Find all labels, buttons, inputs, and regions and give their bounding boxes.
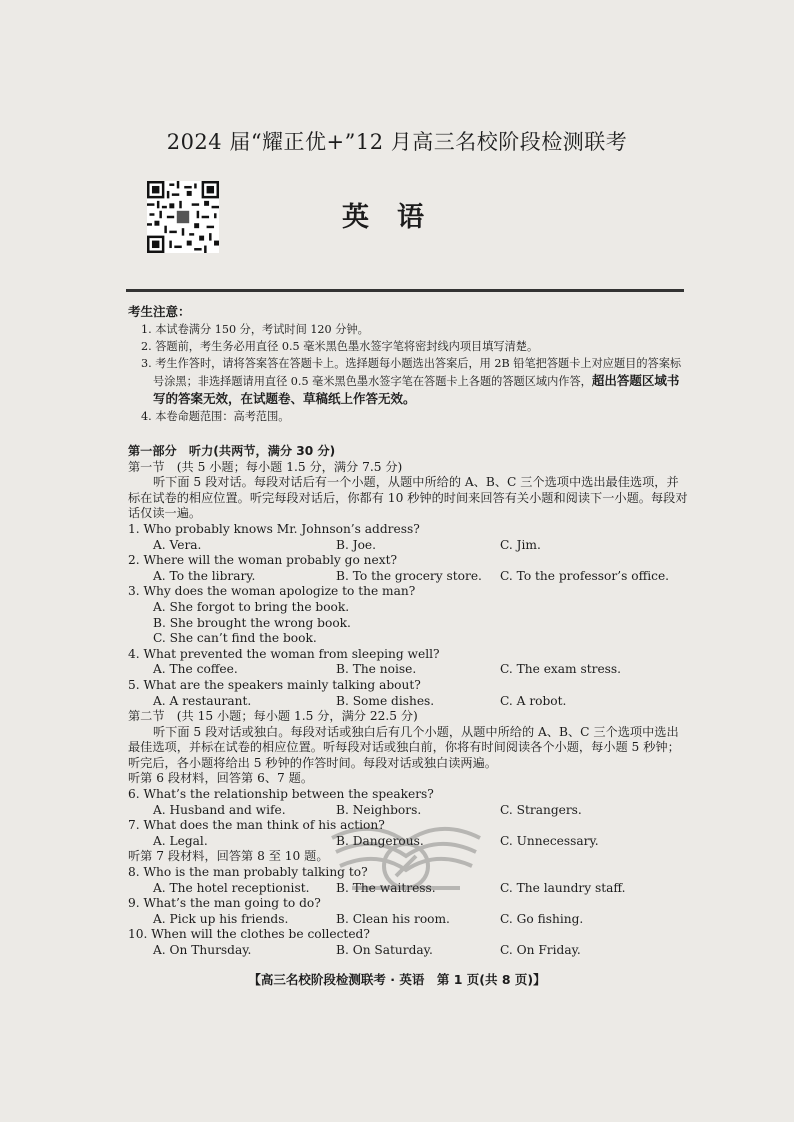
option-c: C. The laundry staff. bbox=[500, 880, 626, 895]
option-c: C. Unnecessary. bbox=[500, 833, 599, 848]
option-a: A. Vera. bbox=[153, 537, 202, 552]
option-b: B. Neighbors. bbox=[336, 802, 422, 817]
page-footer: 【高三名校阶段检测联考 · 英语 第 1 页(共 8 页)】 bbox=[248, 972, 546, 987]
option-a: A. Pick up his friends. bbox=[153, 911, 289, 926]
option-b: B. The noise. bbox=[336, 662, 417, 677]
section-instructions: 听下面 5 段对话或独白。每段对话或独白后有几个小题，从题中所给的 A、B、C 三个选项中选出最佳选项，并标在试卷的相应位置。听每段对话或独白前，你将有时间阅读各个小题，每小题 5 秒钟；听完后，各小题将给出 5 秒钟的作答时间。每段对话或独白读两遍。 bbox=[128, 724, 680, 770]
book-watermark-icon bbox=[322, 808, 490, 904]
question-stem: 2. Where will the woman probably go next? bbox=[128, 553, 398, 568]
candidate-notice bbox=[128, 302, 688, 425]
option-c: C. To the professor’s office. bbox=[500, 568, 670, 583]
notice-item: 1. 本试卷满分 150 分，考试时间 120 分钟。 bbox=[141, 323, 369, 336]
notice-heading: 考生注意： bbox=[128, 304, 191, 319]
option-b: B. To the grocery store. bbox=[336, 568, 482, 583]
option-a: A. On Thursday. bbox=[153, 943, 252, 957]
section-instructions: 听下面 5 段对话。每段对话后有一个小题，从题中所给的 A、B、C 三个选项中选出最佳选项，并标在试卷的相应位置。听完每段对话后，你都有 10 秒钟的时间来回答有关小题和阅读下一小题。每段对话仅读一遍。 bbox=[128, 475, 688, 521]
question-options bbox=[128, 569, 688, 585]
option-b: B. Joe. bbox=[336, 537, 377, 552]
question-options bbox=[128, 694, 688, 710]
material-note: 听第 7 段材料，回答第 8 至 10 题。 bbox=[128, 849, 329, 864]
question-stem: 3. Why does the woman apologize to the man? bbox=[128, 584, 416, 599]
option-a: A. The hotel receptionist. bbox=[153, 880, 310, 895]
notice-item: 2. 答题前，考生务必用直径 0.5 毫米黑色墨水签字笔将密封线内项目填写清楚。 bbox=[141, 340, 539, 353]
question-stem: 9. What’s the man going to do? bbox=[128, 896, 321, 911]
question-options bbox=[128, 538, 688, 554]
question-options bbox=[128, 943, 688, 959]
option-b: B. The waitress. bbox=[336, 880, 436, 895]
question-options bbox=[128, 662, 688, 678]
option-b: B. She brought the wrong book. bbox=[153, 615, 351, 630]
question-stem: 8. Who is the man probably talking to? bbox=[128, 865, 368, 880]
notice-item: 4. 本卷命题范围：高考范围。 bbox=[141, 410, 290, 423]
option-b: B. Dangerous. bbox=[336, 833, 424, 848]
option-a: A. The coffee. bbox=[153, 662, 238, 677]
option-c: C. Strangers. bbox=[500, 802, 582, 817]
exam-title: 2024 届“耀正优+”12 月高三名校阶段检测联考 bbox=[166, 130, 628, 154]
option-a: A. To the library. bbox=[153, 568, 256, 583]
notice-item-emphasis: 超出答题区域书写的答案无效，在试题卷、草稿纸上作答无效。 bbox=[153, 373, 680, 406]
question-stem: 4. What prevented the woman from sleeping well? bbox=[128, 646, 440, 661]
option-a: A. A restaurant. bbox=[153, 693, 252, 708]
option-c: C. A robot. bbox=[500, 693, 567, 708]
question-stem: 1. Who probably knows Mr. Johnson’s address? bbox=[128, 521, 420, 536]
question-stem: 10. When will the clothes be collected? bbox=[128, 927, 370, 942]
question-stem: 5. What are the speakers mainly talking about? bbox=[128, 677, 421, 692]
material-note: 听第 6 段材料，回答第 6、7 题。 bbox=[128, 771, 314, 786]
option-c: C. On Friday. bbox=[500, 943, 581, 957]
option-b: B. Some dishes. bbox=[336, 693, 435, 708]
option-b: B. On Saturday. bbox=[336, 943, 433, 957]
option-c: C. Jim. bbox=[500, 537, 541, 552]
option-c: C. Go fishing. bbox=[500, 911, 584, 926]
section-heading: 第一节 (共 5 小题；每小题 1.5 分，满分 7.5 分) bbox=[128, 459, 403, 474]
option-a: A. She forgot to bring the book. bbox=[153, 599, 350, 614]
notice-item-text: 3. 考生作答时，请将答案答在答题卡上。选择题每小题选出答案后，用 2B 铅笔把答题卡上对应题目的答案标号涂黑；非选择题请用直径 0.5 毫米黑色墨水签字笔在答题卡上各题的答题区域内作答， bbox=[141, 357, 682, 388]
subject-title: 英语 bbox=[342, 202, 452, 233]
header-divider bbox=[126, 289, 684, 292]
part-heading: 第一部分 听力(共两节，满分 30 分) bbox=[128, 444, 336, 458]
option-c: C. She can’t find the book. bbox=[153, 631, 317, 646]
option-a: A. Husband and wife. bbox=[153, 802, 286, 817]
question-stem: 7. What does the man think of his action? bbox=[128, 818, 385, 833]
question-options bbox=[128, 912, 688, 928]
section-heading: 第二节 (共 15 小题；每小题 1.5 分，满分 22.5 分) bbox=[128, 709, 418, 724]
option-c: C. The exam stress. bbox=[500, 662, 622, 677]
option-a: A. Legal. bbox=[153, 833, 208, 848]
question-stem: 6. What’s the relationship between the speakers? bbox=[128, 787, 434, 802]
option-b: B. Clean his room. bbox=[336, 911, 450, 926]
notice-item bbox=[128, 355, 688, 408]
